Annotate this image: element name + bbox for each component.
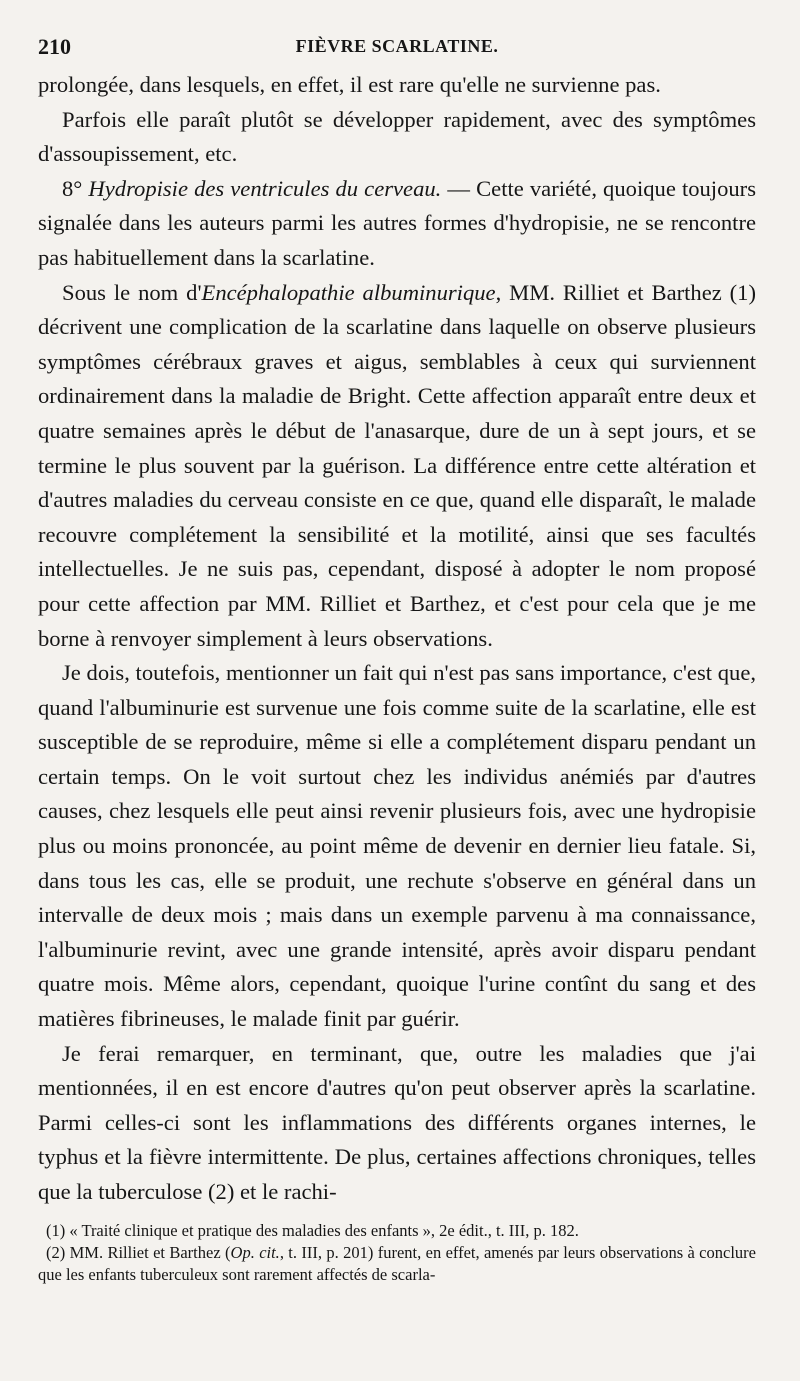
page-header [38,28,756,68]
paragraph-text: , MM. Rilliet et Barthez (1) décrivent une complication de la scarlatine dans laquelle on observe plusieurs symptômes cérébraux graves et aigus, semblables à ceux qui surviennent ordinairement dans la maladie de Bright. Cette affection apparaît entre deux et quatre semaines après le début de l'anasarque, dure de un à sept jours, et se termine le plus souvent par la guérison. La différence entre cette altération et d'autres maladies du cerveau consiste en ce que, quand elle disparaît, le malade recouvre complétement la sensibilité et la motilité, ainsi que ses facultés intellectuelles. Je ne suis pas, cependant, disposé à adopter le nom proposé pour cette affection par MM. Rilliet et Barthez, et c'est pour cela que je me borne à renvoyer simplement à leurs observations. [38,279,757,651]
footnote-italic: Op. cit. [230,1242,280,1262]
paragraph-text: — Cette variété, quoique toujours signalée dans les auteurs parmi les autres formes d'hydropisie, ne se rencontre pas habituellement dans la scarlatine. [38,175,756,270]
paragraph-albuminurie: Je dois, toutefois, mentionner un fait qui n'est pas sans importance, c'est que, quand l'albuminurie est survenue une fois comme suite de la scarlatine, elle est susceptible de se reproduire, même si elle a complétement disparu pendant un certain temps. On le voit surtout chez les individus anémiés par d'autres causes, chez lesquels elle peut ainsi revenir plusieurs fois, avec une hydropisie plus ou moins prononcée, au point même de devenir en dernier lieu fatale. Si, dans tous les cas, elle se produit, une rechute s'observe en général dans un intervalle de deux mois ; mais dans un exemple parvenu à ma connaissance, l'albuminurie revint, avec une grande intensité, après avoir disparu pendant quatre mois. Même alors, cependant, quoique l'urine contînt du sang et des matières fibrineuses, le malade finit par guérir. [38,660,756,1032]
paragraph-prefix: Sous le nom d' [62,279,202,305]
paragraph-encephalopathie [38,276,756,657]
page-number: 210 [38,34,71,59]
footnote-1: (1) « Traité clinique et pratique des maladies des enfants », 2e édit., t. III, p. 182. [46,1220,579,1240]
footnote-2 [38,1242,756,1286]
paragraph-prefix: 8° [62,175,89,201]
footnote-text: , t. III, p. 201) furent, en effet, amenés par leurs observations à conclure que les enfants tuberculeux sont rarement affectés de scarla- [38,1242,756,1284]
paragraph-hydropisie-ventricules [38,172,756,276]
paragraph-assoupissement: Parfois elle paraît plutôt se développer rapidement, avec des symptômes d'assoupissement, etc. [38,106,756,167]
footnotes [38,1220,756,1286]
term-italic: Encéphalopathie albuminurique [201,279,496,305]
section-heading-italic: Hydropisie des ventricules du cerveau. [88,175,442,201]
paragraph-conclusion: Je ferai remarquer, en terminant, que, outre les maladies que j'ai mentionnées, il en est encore d'autres qu'on peut observer après la scarlatine. Parmi celles-ci sont les inflammations des différents organes internes, le typhus et la fièvre intermittente. De plus, certaines affections chroniques, telles que la tuberculose (2) et le rachi- [38,1040,756,1204]
footnote-prefix: (2) MM. Rilliet et Barthez ( [46,1242,231,1262]
paragraph-continuation: prolongée, dans lesquels, en effet, il est rare qu'elle ne survienne pas. [38,72,661,97]
body-text [38,68,756,1210]
running-title: FIÈVRE SCARLATINE. [295,36,499,56]
